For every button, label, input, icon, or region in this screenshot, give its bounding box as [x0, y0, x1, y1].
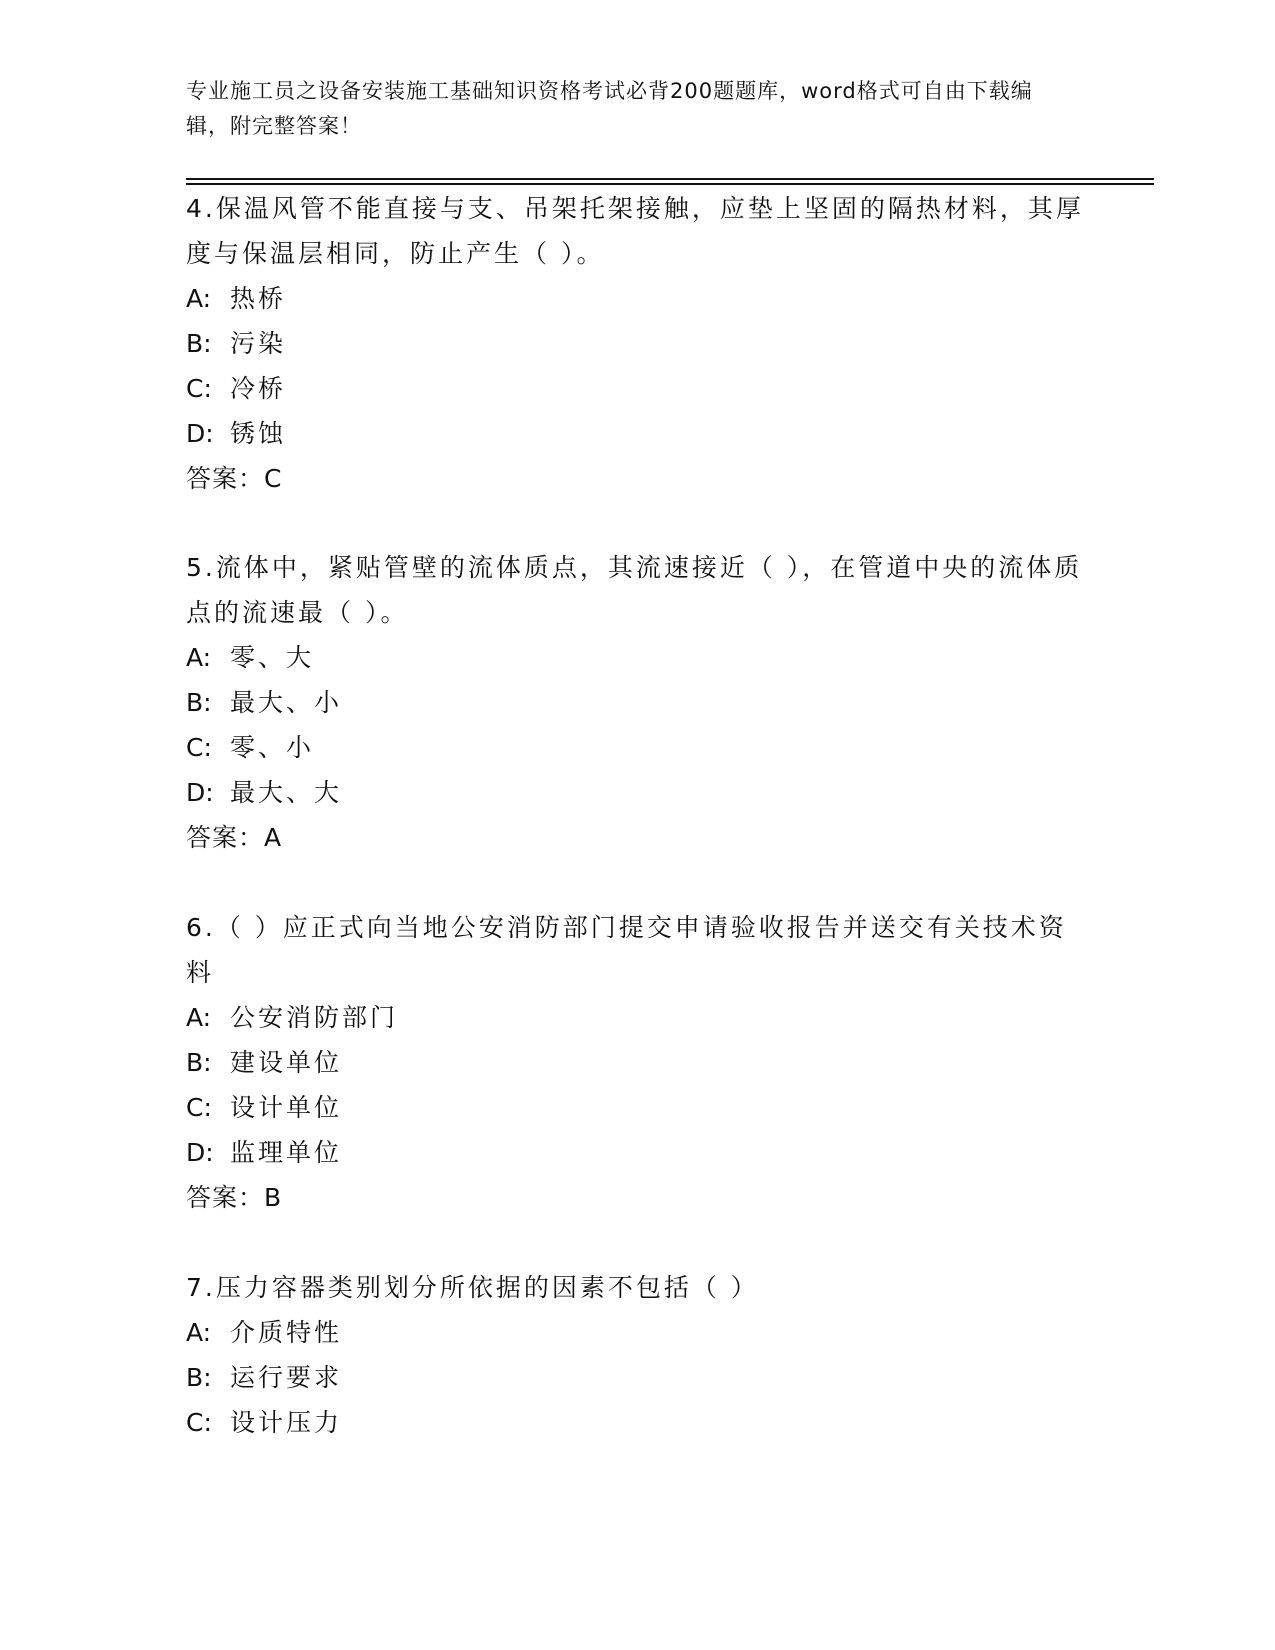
question-5 — [186, 545, 1086, 860]
option-key: A: — [186, 1318, 212, 1347]
question-stem: 4.保温风管不能直接与支、吊架托架接触，应垫上坚固的隔热材料，其厚度与保温层相同，防止产生（ ）。 — [186, 194, 1084, 268]
option-text: 监理单位 — [230, 1138, 343, 1167]
option-a — [186, 276, 1086, 321]
option-d — [186, 411, 1086, 456]
option-text: 锈蚀 — [230, 419, 287, 448]
option-key: B: — [186, 329, 212, 358]
option-text: 设计单位 — [230, 1093, 343, 1122]
option-key: C: — [186, 1093, 212, 1122]
option-key: D: — [186, 419, 214, 448]
option-a — [186, 1310, 1086, 1355]
option-key: D: — [186, 778, 214, 807]
option-text: 介质特性 — [230, 1318, 343, 1347]
answer: 答案：C — [186, 464, 283, 493]
option-text: 建设单位 — [230, 1048, 343, 1077]
option-c — [186, 1400, 1086, 1445]
document-title: 专业施工员之设备安装施工基础知识资格考试必背200题题库，word格式可自由下载编辑，附完整答案！ — [186, 79, 1033, 138]
option-c — [186, 725, 1086, 770]
option-text: 零、大 — [230, 643, 315, 672]
option-key: A: — [186, 284, 212, 313]
option-key: C: — [186, 733, 212, 762]
option-c — [186, 1085, 1086, 1130]
option-text: 运行要求 — [230, 1363, 343, 1392]
option-text: 零、小 — [230, 733, 315, 762]
option-key: C: — [186, 374, 212, 403]
option-a — [186, 635, 1086, 680]
question-6 — [186, 905, 1086, 1220]
header-divider-top — [186, 178, 1154, 180]
question-stem: 6.（ ）应正式向当地公安消防部门提交申请验收报告并送交有关技术资料 — [186, 913, 1067, 987]
option-text: 冷桥 — [230, 374, 287, 403]
option-key: A: — [186, 643, 212, 672]
question-stem: 7.压力容器类别划分所依据的因素不包括（ ） — [186, 1273, 759, 1302]
option-d — [186, 770, 1086, 815]
option-b — [186, 1355, 1086, 1400]
option-b — [186, 321, 1086, 366]
option-key: C: — [186, 1408, 212, 1437]
option-text: 最大、大 — [230, 778, 343, 807]
option-a — [186, 995, 1086, 1040]
answer: 答案：A — [186, 823, 283, 852]
question-7 — [186, 1265, 1086, 1445]
answer: 答案：B — [186, 1183, 283, 1212]
option-key: B: — [186, 1048, 212, 1077]
option-key: B: — [186, 688, 212, 717]
option-key: B: — [186, 1363, 212, 1392]
option-b — [186, 1040, 1086, 1085]
question-stem: 5.流体中，紧贴管壁的流体质点，其流速接近（ ），在管道中央的流体质点的流速最（ ）。 — [186, 553, 1083, 627]
option-text: 公安消防部门 — [230, 1003, 399, 1032]
option-text: 设计压力 — [230, 1408, 343, 1437]
option-key: D: — [186, 1138, 214, 1167]
question-4 — [186, 186, 1086, 501]
option-text: 最大、小 — [230, 688, 343, 717]
option-text: 热桥 — [230, 284, 287, 313]
option-text: 污染 — [230, 329, 287, 358]
header-divider-bottom — [186, 183, 1154, 185]
option-key: A: — [186, 1003, 212, 1032]
option-c — [186, 366, 1086, 411]
option-d — [186, 1130, 1086, 1175]
option-b — [186, 680, 1086, 725]
